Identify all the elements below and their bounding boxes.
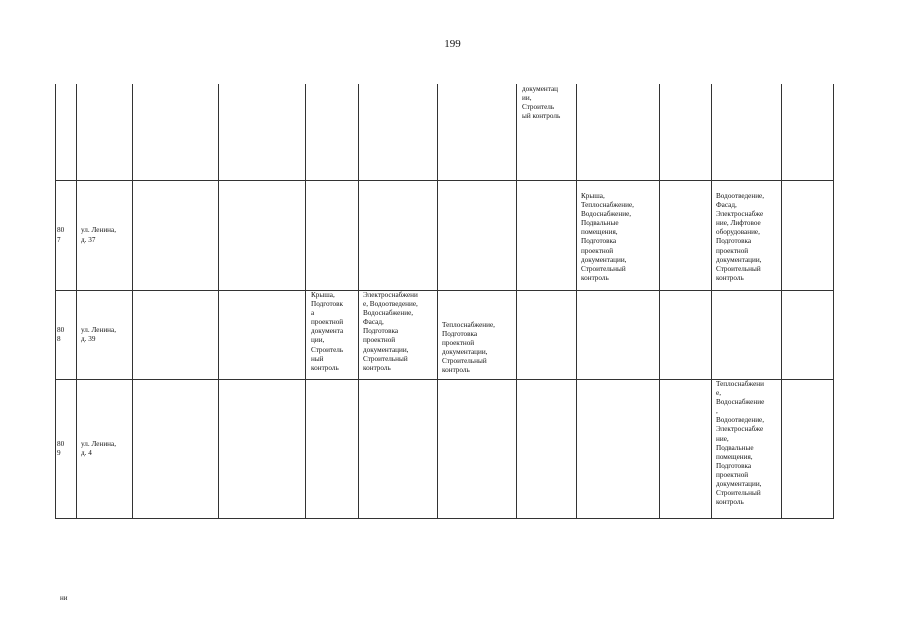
table-cell-works: Водоотведение, Фасад, Электроснабже ние, Лифтовое оборудование, Подготовка проектной документации, Строительный контроль [716,192,765,282]
footer-text: ни [60,594,68,602]
table-cell-works: Теплоснабжение, Подготовка проектной документации, Строительный контроль [442,321,495,375]
row-number: 80 7 [57,226,65,244]
table-column-divider [711,84,712,518]
address: ул. Ленина, д. 4 [81,439,116,457]
table-cell-works: Крыша, Теплоснабжение, Водоснабжение, Подвальные помещения, Подготовка проектной документации, Строительный контроль [581,192,634,282]
table-cell-works: Крыша, Подготовк а проектной документа ции, Строитель ный контроль [311,291,344,372]
table-column-divider [659,84,660,518]
table-column-divider [305,84,306,518]
table-column-divider [55,84,56,518]
table-cell-works: Электроснабжени е, Водоотведение, Водоснабжение, Фасад, Подготовка проектной документации, Строительный контроль [363,291,418,372]
page-number: 199 [444,38,461,50]
table-column-divider [132,84,133,518]
table-column-divider [781,84,782,518]
table-row-number-cell [57,380,75,518]
table-row-number-cell [57,291,75,379]
table-row-number-cell [57,181,75,290]
table-row-divider [55,518,834,519]
table-address-cell [81,380,131,518]
table-column-divider [576,84,577,518]
table-address-cell [81,181,131,290]
table-row-divider [55,290,834,291]
table-column-divider [76,84,77,518]
table-column-divider [437,84,438,518]
address: ул. Ленина, д. 39 [81,325,116,343]
row-number: 80 9 [57,439,65,457]
table-cell-works: документац ии, Строитель ый контроль [522,85,561,121]
table-column-divider [358,84,359,518]
table-address-cell [81,291,131,379]
table-row-divider [55,180,834,181]
table-column-divider [516,84,517,518]
table-column-divider [833,84,834,518]
row-number: 80 8 [57,325,65,343]
table-column-divider [218,84,219,518]
table-cell-works: Теплоснабжени е, Водоснабжение , Водоотведение, Электроснабже ние, Подвальные помещения, Подготовка проектной документации, Строительный контроль [716,380,765,507]
address: ул. Ленина, д. 37 [81,226,116,244]
